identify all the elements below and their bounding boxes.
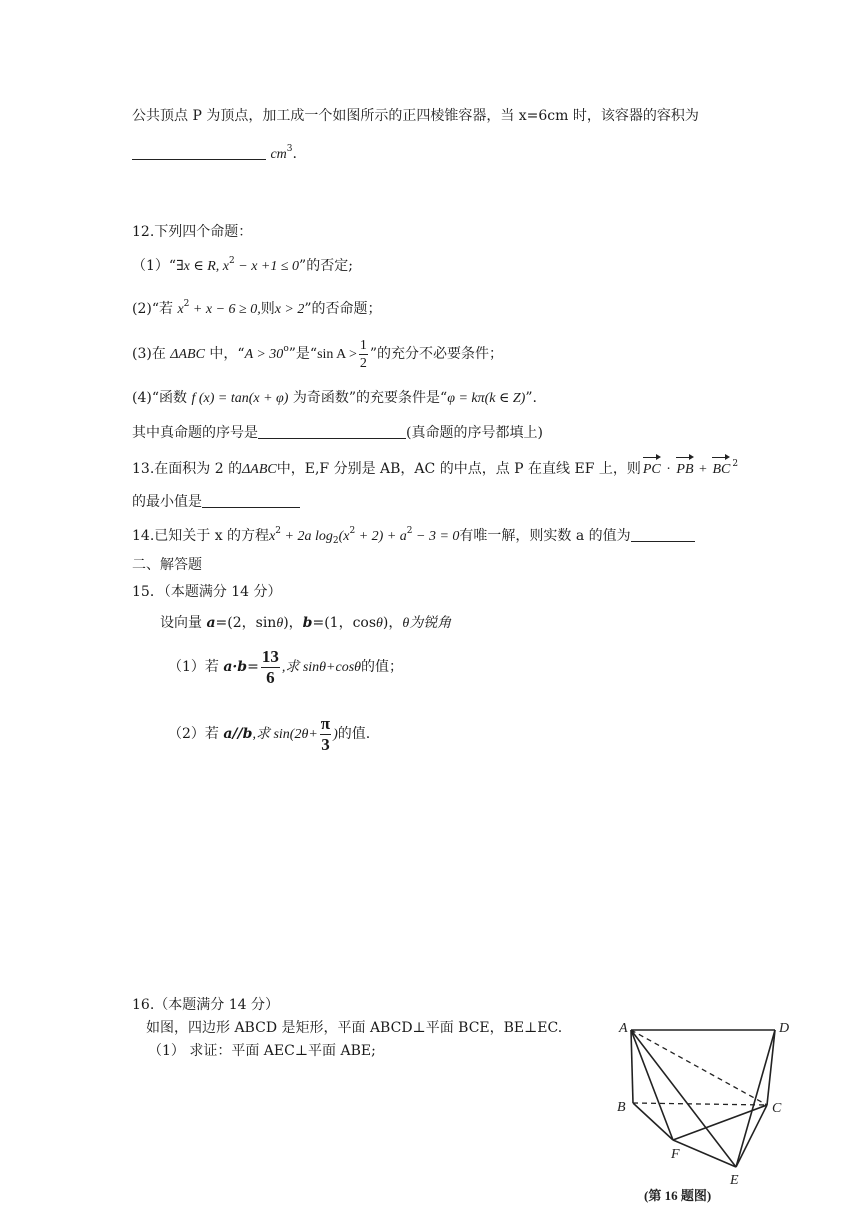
q15-part-2 [168, 712, 370, 757]
q16-title [132, 995, 279, 1015]
q12-p2-then: 则 [260, 301, 275, 317]
q12-p1-exponent: 2 [229, 256, 235, 266]
q14-log-base: 2 [332, 536, 339, 546]
q16-figure-solid-edges [631, 1030, 775, 1167]
q12-p2-suffix: ”的否命题； [304, 301, 382, 317]
q12-p3-numerator: 1 [359, 337, 367, 353]
label-e: E [730, 1173, 739, 1188]
q12-p4-function: f (x) = tan(x + φ) [191, 391, 289, 406]
q12-title [132, 222, 252, 242]
q12-p2-formula: x [177, 302, 184, 317]
q12-p3-fraction [359, 337, 368, 372]
q13-text: 中，E,F 分别是 AB，AC 的中点，点 P 在直线 EF 上，则 [276, 461, 641, 477]
q11-unit-exponent: 3 [286, 144, 293, 154]
q12-p2-conclusion: x > 2 [274, 302, 305, 317]
edge-de [736, 1030, 775, 1167]
section-heading [132, 555, 202, 575]
q14-formula-log: + 2a log [281, 529, 333, 544]
q12-proposition-2 [132, 299, 382, 320]
q15-part-2-prefix: （2）若 [168, 726, 224, 742]
q15-part-1-expression: ,求 sinθ+cosθ [281, 660, 362, 675]
q14-exp-2: 2 [349, 526, 356, 536]
q13-line-1 [132, 459, 738, 480]
q15-setup-sep: )， [283, 615, 303, 631]
edge-af [631, 1030, 673, 1140]
q14-formula-arg: (x [338, 529, 350, 544]
q15-part-2-parallel: a//b [223, 726, 253, 742]
q12-p3-triangle: ΔABC [170, 347, 205, 362]
q12-p2-formula-mid: + x − 6 ≥ 0, [189, 302, 261, 317]
q15-part-2-suffix: 的值. [337, 726, 371, 742]
edge-ac-hidden [631, 1030, 767, 1105]
q12-p2-prefix: (2)“若 [132, 301, 178, 317]
q13-line-2 [132, 492, 300, 512]
q15-title [132, 582, 282, 602]
q15-part-1-numerator: 13 [261, 646, 279, 666]
q14-formula-x: x [269, 529, 276, 544]
q12-answer-suffix: (真命题的序号都填上) [406, 425, 543, 441]
q13-vector-pc: PC [643, 460, 661, 480]
q11-unit: cm [270, 147, 287, 162]
q12-answer-prefix: 其中真命题的序号是 [132, 425, 258, 441]
edge-ae [631, 1030, 736, 1167]
q12-proposition-4 [132, 388, 537, 409]
q13-triangle: ΔABC [242, 462, 277, 477]
q14-exp-1: 2 [275, 526, 282, 536]
q12-answer-line [132, 423, 543, 443]
q12-proposition-1 [132, 256, 353, 277]
q14-formula-end: − 3 = 0 [412, 529, 460, 544]
q15-part-2-numerator: π [320, 713, 331, 733]
q15-part-1-prefix: （1）若 [168, 659, 224, 675]
q15-vector-b-def: =(1，cos [312, 615, 377, 631]
q13-dot: · [662, 462, 675, 477]
q16-figure-caption: (第 16 题图) [644, 1188, 712, 1203]
q16-part-1-text: （1） 求证：平面 AEC⊥平面 ABE; [148, 1043, 376, 1059]
q15-part-1-suffix: 的值； [361, 659, 404, 675]
label-d: D [779, 1021, 790, 1036]
q12-p3-connector: ”是“ [288, 346, 318, 362]
q16-part-1 [148, 1041, 376, 1061]
q12-p1-formula-tail: − x +1 ≤ 0 [234, 259, 300, 274]
q11-answer-blank[interactable] [132, 145, 266, 160]
q11-sentence: 公共顶点 P 为顶点，加工成一个如图所示的正四棱锥容器，当 x=6cm 时，该容器的容积为 [132, 108, 699, 124]
q15-vector-a: a [206, 615, 216, 631]
q15-theta-1: θ [276, 616, 284, 631]
edge-ab [631, 1030, 633, 1103]
q15-part-1-equals: = [247, 659, 259, 675]
q13-prefix: 13.在面积为 2 的 [132, 461, 243, 477]
q15-part-2-denominator: 3 [321, 734, 330, 754]
q14-formula-a: + 2) + a [355, 529, 407, 544]
q11-text-line [132, 106, 699, 126]
q15-part-1-dot-product: a·b [223, 659, 248, 675]
q14-exp-3: 2 [406, 526, 413, 536]
section-heading-text: 二、解答题 [132, 557, 202, 573]
q16-statement [146, 1018, 562, 1038]
q12-p1-formula: ∃x ∈ R, x [176, 259, 230, 274]
q12-p4-condition: φ = kπ(k ∈ Z) [447, 391, 526, 406]
q13-vector-pb: PB [676, 460, 693, 480]
q16-statement-text: 如图，四边形 ABCD 是矩形，平面 ABCD⊥平面 BCE，BE⊥EC. [146, 1020, 563, 1036]
q13-exponent: 2 [732, 459, 739, 469]
q12-p4-suffix: ”. [525, 390, 537, 406]
q12-p3-text: 中，“ [204, 346, 245, 362]
edge-bf [633, 1103, 673, 1140]
label-c: C [772, 1101, 782, 1116]
q15-part-1-denominator: 6 [266, 667, 275, 687]
q13-min-text: 的最小值是 [132, 494, 202, 510]
q12-p1-suffix: ”的否定; [299, 258, 353, 274]
q16-figure [614, 1016, 794, 1206]
q12-p3-sine-condition: sin A > [317, 347, 357, 362]
q15-theta-2: θ [376, 616, 383, 631]
q16-title-text: 16.（本题满分 14 分） [132, 997, 279, 1013]
q15-part-2-fraction [320, 714, 331, 755]
q12-p4-prefix: (4)“函数 [132, 390, 192, 406]
q12-p3-angle-condition: A > 30 [244, 347, 284, 362]
q12-p3-denominator: 2 [359, 355, 367, 371]
q15-vector-a-def: =(2，sin [215, 615, 277, 631]
q16-figure-hidden-edges [631, 1030, 767, 1105]
q15-acute-angle: θ为锐角 [402, 616, 452, 631]
q14-prefix: 14.已知关于 x 的方程 [132, 528, 270, 544]
q12-p3-suffix: ”的充分不必要条件； [369, 346, 504, 362]
edge-bc-hidden [633, 1103, 767, 1105]
q12-answer-blank[interactable] [258, 424, 406, 439]
label-a: A [619, 1021, 628, 1036]
q14-line [132, 526, 695, 547]
q15-vector-b: b [302, 615, 313, 631]
q15-part-2-close: ) [333, 727, 338, 742]
q15-setup-prefix: 设向量 [160, 615, 207, 631]
q12-proposition-3 [132, 334, 503, 375]
label-f: F [671, 1147, 680, 1162]
q15-setup-end: )， [382, 615, 403, 631]
q12-p3-prefix: (3)在 [132, 346, 171, 362]
q12-p4-text: 为奇函数”的充要条件是“ [288, 390, 448, 406]
q12-p2-exponent: 2 [183, 299, 190, 309]
q13-vector-bc: BC [712, 460, 730, 480]
q13-plus: + [695, 462, 711, 477]
q12-p1-prefix: （1）“ [132, 258, 177, 274]
q15-part-1-fraction [261, 647, 280, 688]
q14-answer-blank[interactable] [631, 527, 695, 542]
label-b: B [617, 1100, 626, 1115]
q11-answer-line [132, 144, 297, 165]
q15-setup [160, 613, 451, 634]
q15-part-1 [168, 645, 403, 690]
q15-part-2-expression: ,求 sin(2θ+ [252, 727, 318, 742]
q14-suffix: 有唯一解，则实数 a 的值为 [459, 528, 631, 544]
q12-title-text: 12.下列四个命题： [132, 224, 253, 240]
q12-p3-degree: o [283, 344, 289, 354]
q11-period: . [292, 146, 297, 162]
q15-title-text: 15．（本题满分 14 分） [132, 584, 282, 600]
q13-answer-blank[interactable] [202, 493, 300, 508]
